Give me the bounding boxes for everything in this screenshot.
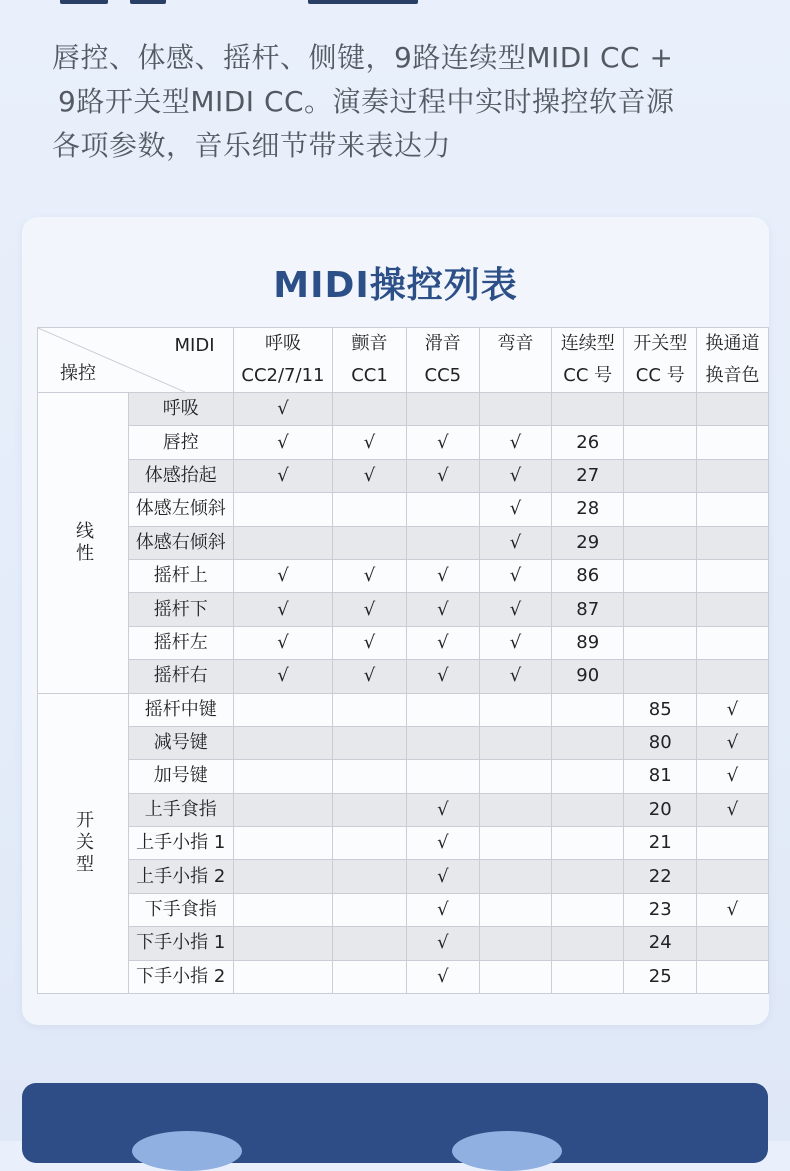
table-cell xyxy=(479,860,551,893)
row-control-name: 上手小指 2 xyxy=(129,860,234,893)
table-cell xyxy=(696,393,768,426)
table-cell xyxy=(696,927,768,960)
table-cell xyxy=(551,793,624,826)
table-cell xyxy=(624,426,697,459)
row-control-name: 摇杆下 xyxy=(129,593,234,626)
table-cell xyxy=(333,693,406,726)
table-row xyxy=(38,626,769,659)
table-cell: √ xyxy=(479,459,551,492)
table-cell: √ xyxy=(406,426,479,459)
table-row xyxy=(38,960,769,993)
table-cell xyxy=(624,459,697,492)
row-control-name: 下手食指 xyxy=(129,893,234,926)
table-cell: 87 xyxy=(551,593,624,626)
bottom-decor-bubble xyxy=(452,1131,562,1171)
row-control-name: 摇杆中键 xyxy=(129,693,234,726)
table-cell: 28 xyxy=(551,493,624,526)
table-cell xyxy=(479,960,551,993)
column-header xyxy=(551,328,624,393)
row-control-name: 上手食指 xyxy=(129,793,234,826)
table-row xyxy=(38,893,769,926)
table-cell xyxy=(479,760,551,793)
column-header-line2 xyxy=(480,360,551,392)
column-header-line1: 呼吸 xyxy=(264,333,301,354)
table-cell xyxy=(333,760,406,793)
table-row xyxy=(38,526,769,559)
table-cell xyxy=(696,860,768,893)
column-header-line1: 换通道 xyxy=(705,333,760,354)
table-cell: 89 xyxy=(551,626,624,659)
table-cell: √ xyxy=(333,626,406,659)
table-cell xyxy=(233,827,333,860)
row-control-name: 减号键 xyxy=(129,726,234,759)
bottom-decor-bubble xyxy=(132,1131,242,1171)
row-control-name: 下手小指 2 xyxy=(129,960,234,993)
column-header-line2: CC2/7/11 xyxy=(241,365,325,386)
table-cell: √ xyxy=(233,593,333,626)
table-cell: √ xyxy=(333,426,406,459)
table-cell: √ xyxy=(696,726,768,759)
table-cell: 81 xyxy=(624,760,697,793)
table-cell: 90 xyxy=(551,660,624,693)
table-cell xyxy=(233,960,333,993)
table-cell: √ xyxy=(406,793,479,826)
table-cell: √ xyxy=(479,660,551,693)
table-cell: √ xyxy=(406,459,479,492)
column-header-line2: CC5 xyxy=(424,365,462,386)
table-cell xyxy=(696,559,768,592)
row-control-name: 加号键 xyxy=(129,760,234,793)
table-cell: √ xyxy=(233,426,333,459)
table-cell xyxy=(233,927,333,960)
table-cell xyxy=(333,960,406,993)
table-cell: 86 xyxy=(551,559,624,592)
table-cell xyxy=(479,693,551,726)
table-cell xyxy=(696,426,768,459)
table-cell xyxy=(696,526,768,559)
table-cell xyxy=(233,860,333,893)
header-corner-cell xyxy=(38,328,234,393)
card-title: MIDI操控列表 xyxy=(273,265,518,306)
table-cell xyxy=(333,893,406,926)
column-header xyxy=(624,328,697,393)
table-row xyxy=(38,927,769,960)
table-row xyxy=(38,693,769,726)
table-row xyxy=(38,760,769,793)
table-cell: √ xyxy=(696,893,768,926)
intro-line-3: 各项参数，音乐细节带来表达力 xyxy=(52,129,452,162)
table-cell xyxy=(233,493,333,526)
table-cell xyxy=(333,827,406,860)
table-row xyxy=(38,393,769,426)
table-cell: √ xyxy=(406,827,479,860)
table-cell xyxy=(406,526,479,559)
table-cell: √ xyxy=(406,593,479,626)
table-cell xyxy=(696,660,768,693)
column-header xyxy=(333,328,406,393)
row-group-label: 线性 xyxy=(38,393,129,694)
table-cell xyxy=(479,393,551,426)
table-cell xyxy=(333,726,406,759)
table-cell xyxy=(406,760,479,793)
column-header-line2: 换音色 xyxy=(705,365,760,386)
table-cell: √ xyxy=(233,459,333,492)
top-heading-fragment xyxy=(60,0,420,6)
row-control-name: 下手小指 1 xyxy=(129,927,234,960)
table-cell xyxy=(233,760,333,793)
table-cell xyxy=(624,660,697,693)
intro-text xyxy=(52,36,752,168)
table-cell xyxy=(696,827,768,860)
row-control-name: 摇杆右 xyxy=(129,660,234,693)
table-cell: √ xyxy=(406,626,479,659)
table-row xyxy=(38,459,769,492)
table-cell xyxy=(406,393,479,426)
table-cell: √ xyxy=(479,426,551,459)
table-cell xyxy=(696,960,768,993)
table-cell xyxy=(551,693,624,726)
column-header-line1: 弯音 xyxy=(497,333,534,354)
column-header-line2: CC 号 xyxy=(635,365,685,386)
table-cell: 80 xyxy=(624,726,697,759)
table-cell xyxy=(551,827,624,860)
table-header-row xyxy=(38,328,769,393)
table-cell: √ xyxy=(406,927,479,960)
table-cell: √ xyxy=(406,960,479,993)
intro-line-2: 9路开关型MIDI CC。演奏过程中实时操控软音源 xyxy=(58,85,675,118)
table-cell xyxy=(551,860,624,893)
table-cell: √ xyxy=(333,459,406,492)
table-cell: √ xyxy=(696,693,768,726)
table-cell xyxy=(333,526,406,559)
table-cell: √ xyxy=(479,526,551,559)
table-cell xyxy=(624,593,697,626)
table-cell: 29 xyxy=(551,526,624,559)
table-cell xyxy=(479,893,551,926)
table-cell xyxy=(551,927,624,960)
column-header xyxy=(696,328,768,393)
table-cell: √ xyxy=(406,660,479,693)
table-cell xyxy=(333,493,406,526)
table-cell: 27 xyxy=(551,459,624,492)
row-control-name: 上手小指 1 xyxy=(129,827,234,860)
table-row xyxy=(38,559,769,592)
table-row xyxy=(38,426,769,459)
table-cell xyxy=(551,393,624,426)
table-cell: √ xyxy=(696,793,768,826)
table-row xyxy=(38,827,769,860)
table-cell: √ xyxy=(333,660,406,693)
table-cell xyxy=(479,827,551,860)
table-cell: √ xyxy=(406,860,479,893)
table-cell xyxy=(551,726,624,759)
row-control-name: 体感左倾斜 xyxy=(129,493,234,526)
table-cell xyxy=(696,459,768,492)
row-control-name: 唇控 xyxy=(129,426,234,459)
table-cell: 24 xyxy=(624,927,697,960)
table-cell xyxy=(624,526,697,559)
row-control-name: 呼吸 xyxy=(129,393,234,426)
table-cell xyxy=(696,626,768,659)
table-row xyxy=(38,660,769,693)
table-cell xyxy=(624,559,697,592)
table-cell xyxy=(696,493,768,526)
row-control-name: 摇杆左 xyxy=(129,626,234,659)
column-header-line2: CC 号 xyxy=(563,365,613,386)
corner-midi-label: MIDI xyxy=(174,335,215,356)
table-cell: 21 xyxy=(624,827,697,860)
table-cell: 22 xyxy=(624,860,697,893)
column-header-line1: 滑音 xyxy=(424,333,461,354)
table-cell: 26 xyxy=(551,426,624,459)
table-cell xyxy=(624,493,697,526)
midi-control-card xyxy=(22,217,769,1025)
table-cell xyxy=(624,626,697,659)
table-cell xyxy=(551,760,624,793)
table-cell: √ xyxy=(233,393,333,426)
table-cell xyxy=(333,393,406,426)
table-cell xyxy=(233,526,333,559)
row-control-name: 体感右倾斜 xyxy=(129,526,234,559)
table-row xyxy=(38,860,769,893)
table-row xyxy=(38,726,769,759)
table-cell: √ xyxy=(233,660,333,693)
table-cell: √ xyxy=(406,893,479,926)
table-cell: √ xyxy=(479,493,551,526)
midi-control-table xyxy=(37,327,769,994)
column-header-line2: CC1 xyxy=(351,365,388,386)
intro-line-1: 唇控、体感、摇杆、侧键，9路连续型MIDI CC + xyxy=(52,41,674,74)
column-header-line1: 颤音 xyxy=(351,333,388,354)
row-control-name: 体感抬起 xyxy=(129,459,234,492)
table-cell xyxy=(479,927,551,960)
table-cell xyxy=(233,793,333,826)
table-cell xyxy=(551,960,624,993)
table-cell: √ xyxy=(233,626,333,659)
table-cell: 85 xyxy=(624,693,697,726)
table-cell: √ xyxy=(696,760,768,793)
row-control-name: 摇杆上 xyxy=(129,559,234,592)
table-cell: √ xyxy=(479,593,551,626)
table-cell: √ xyxy=(406,559,479,592)
table-cell xyxy=(333,793,406,826)
table-cell xyxy=(696,593,768,626)
table-cell xyxy=(233,693,333,726)
bottom-panel xyxy=(22,1083,768,1163)
table-row xyxy=(38,793,769,826)
corner-control-label: 操控 xyxy=(60,363,96,384)
table-cell xyxy=(233,726,333,759)
column-header-line1: 开关型 xyxy=(633,333,688,354)
table-cell: 20 xyxy=(624,793,697,826)
column-header xyxy=(406,328,479,393)
table-cell: √ xyxy=(479,559,551,592)
table-cell xyxy=(479,793,551,826)
table-cell xyxy=(624,393,697,426)
column-header xyxy=(233,328,333,393)
row-group-label: 开关型 xyxy=(38,693,129,994)
table-row xyxy=(38,493,769,526)
table-cell: √ xyxy=(479,626,551,659)
table-cell xyxy=(233,893,333,926)
table-cell: 25 xyxy=(624,960,697,993)
column-header xyxy=(479,328,551,393)
table-cell: √ xyxy=(233,559,333,592)
table-row xyxy=(38,593,769,626)
table-cell xyxy=(333,927,406,960)
table-cell: √ xyxy=(333,559,406,592)
table-cell xyxy=(406,726,479,759)
table-cell xyxy=(406,493,479,526)
table-cell xyxy=(479,726,551,759)
table-cell: 23 xyxy=(624,893,697,926)
table-cell xyxy=(406,693,479,726)
table-cell xyxy=(551,893,624,926)
column-header-line1: 连续型 xyxy=(560,333,615,354)
table-cell xyxy=(333,860,406,893)
table-cell: √ xyxy=(333,593,406,626)
